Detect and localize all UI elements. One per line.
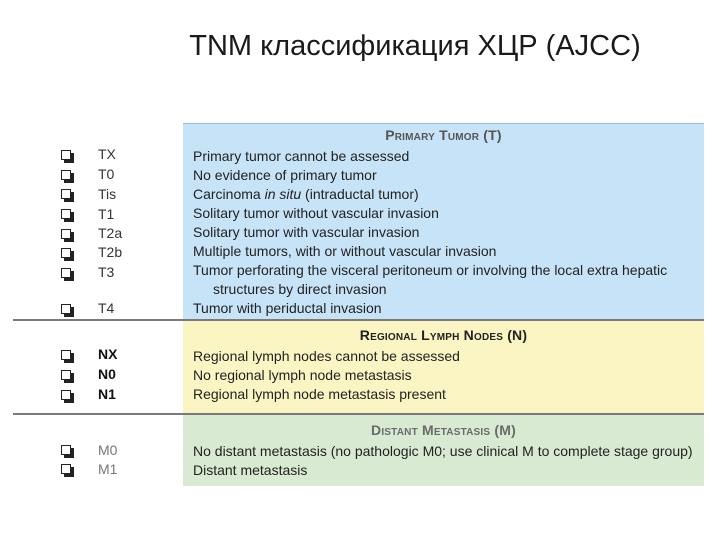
code-T3: T3 (98, 264, 115, 280)
slide-title: TNM классификация ХЦР (AJCC) (189, 30, 641, 62)
row-description: Primary tumor cannot be assessed (193, 148, 410, 164)
code-T2a: T2a (98, 225, 123, 241)
bullet-checkbox-icon (61, 350, 71, 360)
code-NX: NX (98, 346, 118, 362)
row-description: Tumor with periductal invasion (193, 300, 382, 316)
row-description: No regional lymph node metastasis (193, 367, 412, 383)
desc-italic: in situ (264, 186, 302, 202)
bullet-checkbox-icon (61, 248, 71, 258)
code-TX: TX (98, 146, 116, 162)
code-M1: M1 (98, 461, 118, 477)
section-divider (13, 413, 704, 415)
row-description: Solitary tumor with vascular invasion (193, 224, 420, 240)
code-M0: M0 (98, 442, 118, 458)
bullet-checkbox-icon (61, 445, 71, 455)
row-description: Distant metastasis (193, 462, 308, 478)
bullet-checkbox-icon (61, 150, 71, 160)
code-T2b: T2b (98, 244, 123, 260)
code-T4: T4 (98, 300, 115, 316)
bullet-checkbox-icon (61, 464, 71, 474)
primary-tumor-heading: Primary Tumor (T) (385, 127, 502, 143)
desc-text: Carcinoma (193, 186, 265, 202)
bullet-checkbox-icon (61, 170, 71, 180)
row-description: Multiple tumors, with or without vascular invasion (193, 243, 497, 259)
code-N0: N0 (98, 366, 116, 382)
row-description: Regional lymph nodes cannot be assessed (193, 348, 460, 364)
code-N1: N1 (98, 386, 116, 402)
distant-metastasis-heading: Distant Metastasis (M) (371, 422, 516, 438)
row-description: Tumor perforating the visceral peritoneum or involving the local extra hepatic (193, 262, 668, 278)
row-description-continued: structures by direct invasion (213, 281, 387, 297)
lymph-nodes-heading: Regional Lymph Nodes (N) (359, 327, 528, 343)
bullet-checkbox-icon (61, 229, 71, 239)
bullet-checkbox-icon (61, 189, 71, 199)
bullet-checkbox-icon (61, 268, 71, 278)
code-T1: T1 (98, 206, 115, 222)
code-Tis: Tis (98, 186, 117, 202)
row-description: Regional lymph node metastasis present (193, 386, 446, 402)
bullet-checkbox-icon (61, 304, 71, 314)
desc-text: (intraductal tumor) (301, 186, 419, 202)
row-description (193, 186, 419, 202)
row-description: No distant metastasis (no pathologic M0; use clinical M to complete stage group) (193, 443, 693, 459)
row-description: No evidence of primary tumor (193, 167, 377, 183)
row-description: Solitary tumor without vascular invasion (193, 205, 439, 221)
bullet-checkbox-icon (61, 370, 71, 380)
bullet-checkbox-icon (61, 390, 71, 400)
section-divider (13, 319, 704, 321)
code-T0: T0 (98, 166, 115, 182)
bullet-checkbox-icon (61, 209, 71, 219)
